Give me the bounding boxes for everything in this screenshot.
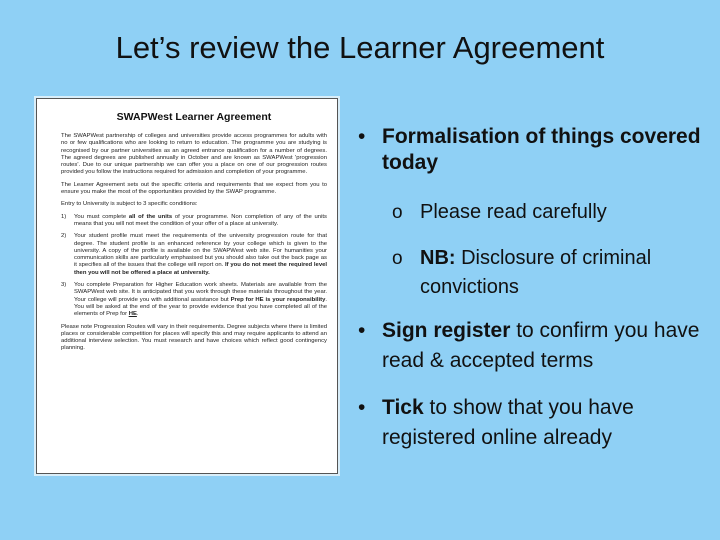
doc-entry-intro: Entry to University is subject to 3 specific conditions:: [61, 201, 198, 208]
sub-bullet-text: Please read carefully: [420, 201, 607, 223]
condition-number: 2): [61, 233, 67, 240]
condition-text: [74, 233, 327, 277]
sub-bullet-circle-icon: o: [392, 202, 403, 223]
sub-bullet-text: Disclosure of criminal convictions: [420, 247, 652, 298]
bullet-dot-icon: •: [358, 396, 366, 419]
learner-agreement-document: [36, 98, 338, 474]
bullet-formalisation: [358, 124, 708, 176]
slide-title: Let’s review the Learner Agreement: [115, 30, 605, 65]
bullet-dot-icon: •: [358, 319, 366, 342]
bullet-bold: Tick: [382, 396, 424, 419]
bullet-bold: Sign register: [382, 319, 511, 342]
condition-text: [74, 214, 327, 229]
condition-underlined: HE: [128, 311, 137, 318]
doc-condition-item: [61, 282, 327, 318]
doc-condition-item: [61, 214, 327, 229]
condition-bold: Prep for HE is your responsibility: [230, 296, 326, 303]
doc-conditions-list: [61, 214, 327, 319]
bullet-text: Formalisation of things covered today: [382, 125, 701, 174]
bullet-tick: [358, 393, 708, 453]
condition-rest: . You will be asked at the end of the year to provide evidence that you have completed all of the elements of Prep for: [74, 296, 328, 318]
doc-sets-out-paragraph: The Learner Agreement sets out the specific criteria and requirements that we expect from you to ensure you make the most of the opportunities provided by the SWAP programme.: [61, 181, 327, 196]
sub-bullet-bold: NB:: [420, 247, 456, 269]
condition-bold: all of the units: [128, 213, 173, 220]
condition-tail: .: [136, 311, 139, 318]
condition-lead: Your student profile must meet the requirements of the university progression route for that degree. The student profile is an enhanced reference by your college which is given to the university. A copy of the profile is available on the SWAPWest web site. For humanities your communication skills are particularly emphasised but you should also take out the back page as it specifies all of the issues that the college will report on.: [74, 233, 327, 269]
doc-condition-item: [61, 233, 327, 277]
doc-intro-paragraph: The SWAPWest partnership of colleges and universities provide access programmes for adults with no or few qualifications who are looking to return to education. The programme you are studying is recognised by our partner universities as an agreed entrance qualification for a number of degrees. The agreed degrees are published annually in October and are known as SWAPWest 'progression routes'. Due to our unique partnership we can offer you a place on one of our progression routes provided you follow the instructions required for admission and completion of your programme.: [61, 133, 327, 176]
bullet-list: [358, 124, 708, 453]
condition-number: 3): [61, 282, 67, 289]
sub-bullet-disclosure: [358, 244, 708, 302]
swapwest-logo: SWAPWest Learner Agreement: [116, 111, 272, 123]
condition-lead: You must complete: [74, 213, 129, 220]
sub-bullet-circle-icon: o: [392, 248, 403, 269]
condition-rest: of your programme. Non completion of any of the units means that you will not meet the condition of your offer of a place at university.: [74, 213, 327, 227]
condition-number: 1): [61, 213, 67, 220]
condition-text: [74, 282, 327, 318]
sub-bullet-read-carefully: [358, 198, 708, 227]
bullet-dot-icon: •: [358, 125, 366, 148]
doc-closing-paragraph: Please note Progression Routes will vary in their requirements. Degree subjects where there is limited places or considerable competition for places will specify this and may require applicants to attend an additional interview selection. You must research and have choices which reflect good contingency planning.: [61, 323, 327, 352]
bullet-text: to show that you have registered online already: [382, 396, 634, 449]
condition-bold: If you do not meet the required level then you will not be offered a place at university.: [74, 262, 328, 276]
bullet-sign-register: [358, 316, 708, 376]
bullet-text: to confirm you have read & accepted terms: [382, 319, 700, 372]
condition-lead: You complete Preparation for Higher Education work sheets. Materials are available from the SWAPWest web site. It is anticipated that you work through these materials throughout the year. Your college will provide you with additional assistance but: [74, 282, 327, 303]
